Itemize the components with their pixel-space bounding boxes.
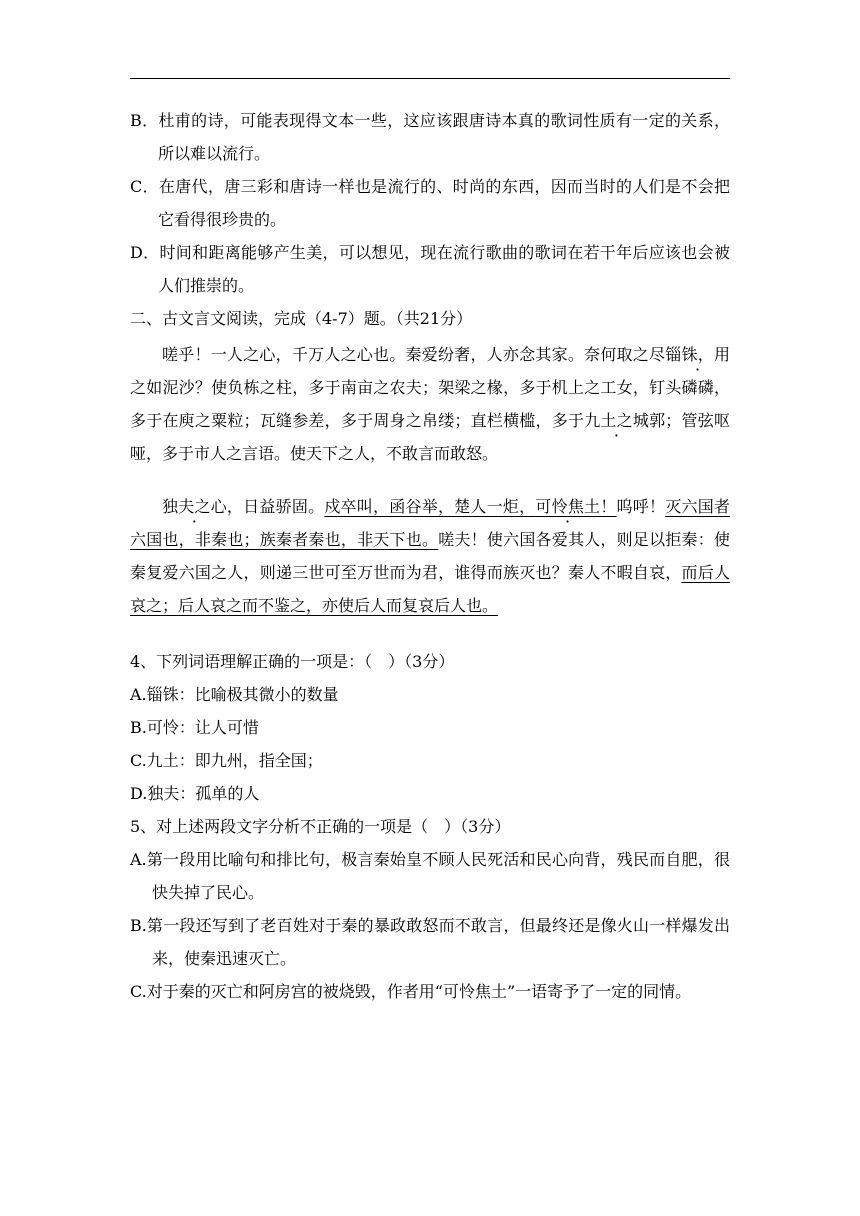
passage-text: 呜呼！ (616, 497, 666, 516)
answer-option: D.独夫：孤单的人 (130, 784, 260, 803)
option-label: D． (130, 243, 160, 262)
options-top (130, 104, 730, 335)
option-b (130, 104, 730, 170)
question-stem: 5、对上述两段文字分析不正确的一项是（ ）（3分） (130, 817, 511, 836)
passage-paragraph-2 (130, 490, 730, 622)
passage-text: 之城郭；管弦呕哑，多于市人之言语。使天下之人，不敢言而敢怒。 (130, 411, 730, 463)
underlined-text: 焦土！ (567, 497, 617, 516)
emphasized-word: 独夫 (162, 497, 195, 516)
option-c (130, 170, 730, 236)
answer-option: B.第一段还写到了老百姓对于秦的暴政敢怒而不敢言，但最终还是像火山一样爆发出来，使秦迅速灭亡。 (130, 916, 730, 968)
option-text: 时间和距离能够产生美，可以想见，现在流行歌曲的歌词在若干年后应该也会被人们推崇的。 (158, 243, 730, 295)
passage-text: ，用之如泥沙？使负栋之柱，多于南亩之农夫；架梁之椽，多于机上之工女，钉头磷磷，多于在庾之粟粒；瓦缝参差，多于周身之帛缕；直栏横槛，多于 (130, 345, 730, 430)
underlined-text: 而后人哀之；后人哀之而不鉴之，亦使后人而复哀后人也。 (130, 563, 730, 615)
section-heading: 二、古文言文阅读，完成（4-7）题。（共21分） (130, 309, 473, 328)
passage-text: 嗟乎！一人之心，千万人之心也。秦爱纷奢，人亦念其家。奈何取之尽 (162, 345, 666, 364)
underlined-text: 戍卒叫，函谷举，楚人一炬， (324, 497, 536, 516)
passage-text: 嗟夫！使六国各爱其人，则足以拒秦：使秦复爱六国之人，则递三世可至万世而为君，谁得而族灭也？秦人不暇自哀， (130, 530, 730, 582)
passage-text: 之心，日益骄固。 (194, 497, 325, 516)
answer-option: A.锱铢：比喻极其微小的数量 (130, 685, 339, 704)
emphasized-word: 九土 (584, 411, 617, 430)
answer-option: A.第一段用比喻句和排比句，极言秦始皇不顾人民死活和民心向背，残民而自肥，很快失掉了民心。 (130, 850, 730, 902)
question-5 (130, 810, 730, 1008)
answer-option: C.对于秦的灭亡和阿房宫的被烧毁，作者用“可怜焦土”一语寄予了一定的同情。 (130, 982, 692, 1001)
question-4 (130, 645, 730, 810)
passage-paragraph-1 (130, 338, 730, 470)
answer-option: C.九土：即九州，指全国； (130, 751, 323, 770)
option-d (130, 236, 730, 302)
option-text: 在唐代，唐三彩和唐诗一样也是流行的、时尚的东西，因而当时的人们是不会把它看得很珍贵的。 (158, 177, 730, 229)
question-stem: 4、下列词语理解正确的一项是：（ ）（3分） (130, 652, 455, 671)
option-text: 杜甫的诗，可能表现得文本一些，这应该跟唐诗本真的歌词性质有一定的关系，所以难以流行。 (158, 111, 730, 163)
answer-option: B.可怜：让人可惜 (130, 718, 259, 737)
option-label: C． (130, 177, 159, 196)
option-label: B． (130, 111, 159, 130)
underlined-text: 灭六国者六国也，非秦也；族秦者秦也，非天下也。 (130, 497, 730, 549)
emphasized-word: 锱铢 (665, 345, 698, 364)
emphasized-word: 可怜 (535, 497, 568, 516)
header-rule (130, 78, 730, 79)
